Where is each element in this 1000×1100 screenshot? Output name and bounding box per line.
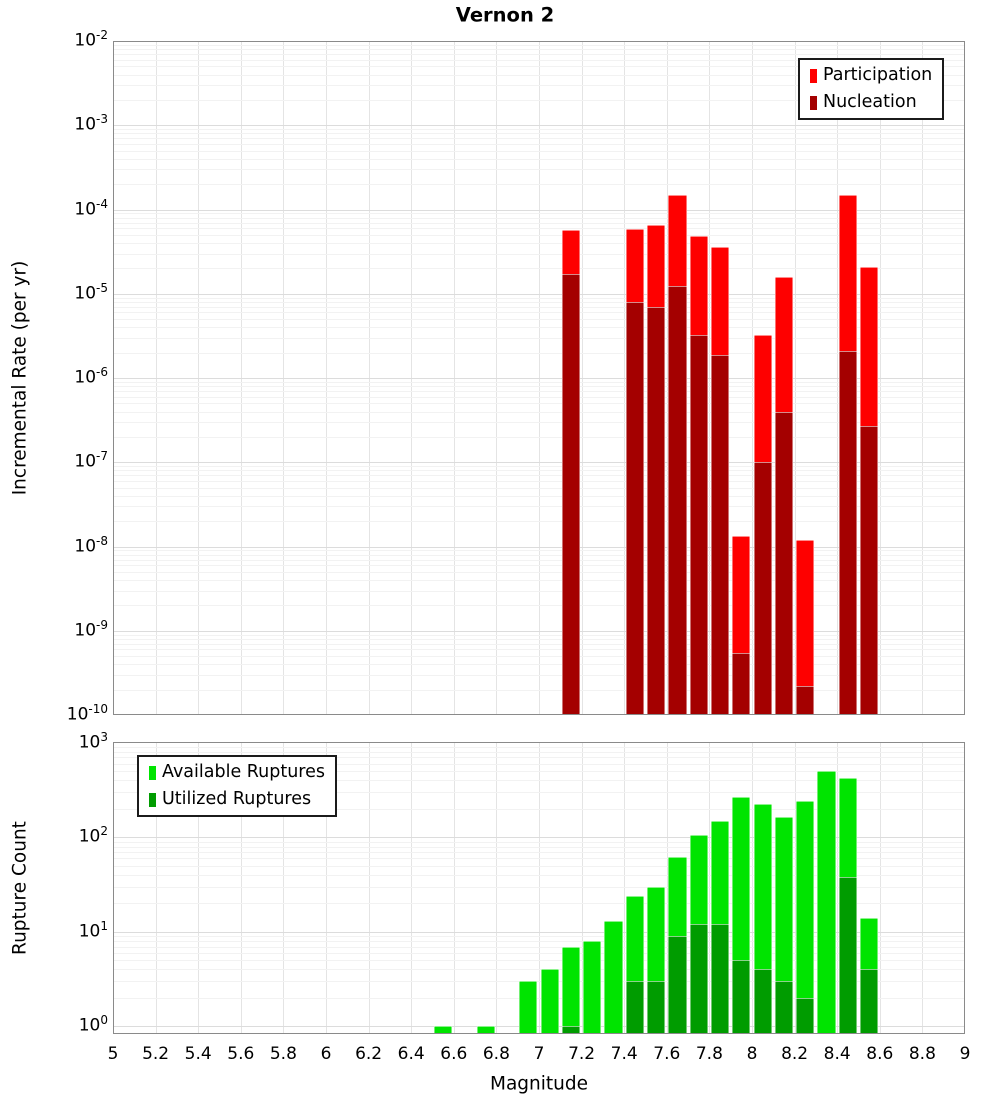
available-bar (583, 941, 601, 1033)
available-bar (519, 981, 537, 1033)
x-tick-label: 5.4 (184, 1044, 212, 1064)
legend-item-participation (810, 64, 932, 87)
gridline-minor (114, 466, 964, 467)
available-bar (477, 1026, 495, 1033)
gridline-minor (114, 397, 964, 398)
y-tick-label: $10^{-9}$ (74, 617, 108, 641)
gridline-minor (114, 488, 964, 489)
gridline-minor (114, 475, 964, 476)
gridline-minor (114, 941, 964, 942)
gridline-v (369, 743, 370, 1033)
gridline-minor (114, 213, 964, 214)
x-tick-label: 6.6 (440, 1044, 468, 1064)
gridline-minor (114, 960, 964, 961)
gridline-minor (114, 228, 964, 229)
x-tick-label: 7 (533, 1044, 545, 1064)
gridline-minor (114, 675, 964, 676)
legend-label-participation: Participation (823, 65, 933, 85)
gridline-major (114, 837, 964, 838)
gridline-minor (114, 412, 964, 413)
nucleation-bar (796, 686, 814, 714)
x-tick-label: 5 (107, 1044, 119, 1064)
gridline-minor (114, 649, 964, 650)
x-tick-label: 6 (320, 1044, 332, 1064)
gridline-minor (114, 144, 964, 145)
y-tick-label: $10^{-6}$ (74, 365, 108, 388)
gridline-minor (114, 138, 964, 139)
y-tick-label: $10^{-4}$ (74, 196, 108, 220)
gridline-minor (114, 235, 964, 236)
x-tick-label: 8.2 (781, 1044, 809, 1064)
gridline-major (114, 125, 964, 126)
x-tick-label: 7.6 (653, 1044, 681, 1064)
gridline-minor (114, 747, 964, 748)
legend-bottom (137, 755, 337, 817)
gridline-minor (114, 302, 964, 303)
y-tick-label: $10^{-2}$ (74, 28, 108, 51)
x-tick-label: 6.8 (482, 1044, 510, 1064)
x-tick-label: 8.6 (866, 1044, 894, 1064)
utilized-bar (732, 960, 750, 1033)
x-tick-label: 9 (959, 1044, 971, 1064)
y-tick-label: $10^3$ (78, 729, 108, 753)
utilized-bar (626, 981, 644, 1033)
y-tick-label: $10^0$ (78, 1013, 108, 1037)
gridline-minor (114, 560, 964, 561)
nucleation-bar (562, 274, 580, 714)
gridline-minor (114, 572, 964, 573)
utilized-bar (839, 877, 857, 1033)
x-tick-label: 6.4 (397, 1044, 425, 1064)
gridline-minor (114, 858, 964, 859)
gridline-minor (114, 254, 964, 255)
gridline-v (411, 743, 412, 1033)
gridline-minor (114, 664, 964, 665)
gridline-minor (114, 218, 964, 219)
gridline-minor (114, 496, 964, 497)
gridline-minor (114, 591, 964, 592)
gridline-major (114, 462, 964, 463)
nucleation-bar (732, 653, 750, 714)
gridline-minor (114, 550, 964, 551)
y-tick-label: $10^{-5}$ (74, 280, 108, 304)
x-tick-label: 7.4 (610, 1044, 638, 1064)
gridline-minor (114, 936, 964, 937)
gridline-minor (114, 947, 964, 948)
legend-item-available (149, 761, 325, 784)
gridline-minor (114, 981, 964, 982)
gridline-minor (114, 129, 964, 130)
gridline-minor (114, 887, 964, 888)
nucleation-bar (839, 351, 857, 714)
x-tick-label: 7.8 (695, 1044, 723, 1064)
gridline-minor (114, 319, 964, 320)
utilized-bar (562, 1026, 580, 1033)
available-bar (817, 771, 835, 1033)
legend-label-nucleation: Nucleation (823, 92, 917, 112)
gridline-minor (114, 243, 964, 244)
gridline-minor (114, 268, 964, 269)
gridline-minor (114, 338, 964, 339)
gridline-v (454, 743, 455, 1033)
x-axis-title: Magnitude (489, 1073, 589, 1095)
available-bar (434, 1026, 452, 1033)
legend-label-available: Available Ruptures (162, 762, 325, 782)
nucleation-bar (775, 412, 793, 714)
gridline-minor (114, 656, 964, 657)
utilized-bar (754, 969, 772, 1033)
utilized-bar (860, 969, 878, 1033)
gridline-minor (114, 852, 964, 853)
gridline-minor (114, 382, 964, 383)
legend-item-utilized (149, 788, 325, 811)
gridline-minor (114, 506, 964, 507)
gridline-minor (114, 521, 964, 522)
legend-item-nucleation (810, 91, 932, 114)
x-tick-label: 6.2 (355, 1044, 383, 1064)
available-bar (562, 947, 580, 1033)
x-tick-label: 8.8 (908, 1044, 936, 1064)
utilized-bar (775, 981, 793, 1033)
bottom-y-axis-title: Rupture Count (9, 821, 31, 955)
nucleation-swatch (810, 96, 817, 110)
gridline-minor (114, 422, 964, 423)
top-y-axis-title: Incremental Rate (per yr) (9, 260, 31, 496)
y-tick-label: $10^{-8}$ (74, 533, 108, 557)
participation-swatch (810, 69, 817, 83)
nucleation-bar (626, 302, 644, 714)
gridline-minor (114, 998, 964, 999)
y-tick-label: $10^1$ (78, 918, 108, 942)
gridline-minor (114, 159, 964, 160)
gridline-v (880, 743, 881, 1033)
x-tick-label: 7.2 (568, 1044, 596, 1064)
available-bar (604, 921, 622, 1033)
gridline-major (114, 932, 964, 933)
gridline-minor (114, 842, 964, 843)
available-bar (541, 969, 559, 1033)
legend-label-utilized: Utilized Ruptures (162, 789, 312, 809)
gridline-minor (114, 169, 964, 170)
gridline-minor (114, 437, 964, 438)
gridline-minor (114, 184, 964, 185)
gridline-major (114, 378, 964, 379)
gridline-minor (114, 470, 964, 471)
gridline-minor (114, 644, 964, 645)
gridline-minor (114, 875, 964, 876)
gridline-minor (114, 639, 964, 640)
x-tick-label: 5.8 (269, 1044, 297, 1064)
gridline-minor (114, 133, 964, 134)
gridline-minor (114, 565, 964, 566)
gridline-minor (114, 353, 964, 354)
y-tick-label: $10^2$ (78, 824, 108, 847)
gridline-minor (114, 312, 964, 313)
gridline-minor (114, 903, 964, 904)
gridline-minor (114, 847, 964, 848)
gridline-minor (114, 555, 964, 556)
chart-title: Vernon 2 (455, 3, 555, 27)
gridline-major (114, 631, 964, 632)
gridline-minor (114, 752, 964, 753)
gridline-minor (114, 391, 964, 392)
utilized-swatch (149, 793, 156, 807)
gridline-major (114, 294, 964, 295)
gridline-v (922, 743, 923, 1033)
gridline-minor (114, 690, 964, 691)
x-tick-label: 5.2 (142, 1044, 170, 1064)
utilized-bar (668, 936, 686, 1033)
gridline-minor (114, 481, 964, 482)
gridline-minor (114, 307, 964, 308)
y-tick-label: $10^{-7}$ (74, 449, 108, 472)
nucleation-bar (754, 462, 772, 714)
gridline-minor (114, 151, 964, 152)
utilized-bar (647, 981, 665, 1033)
gridline-minor (114, 54, 964, 55)
x-tick-label: 5.6 (227, 1044, 255, 1064)
utilized-bar (711, 924, 729, 1033)
nucleation-bar (690, 335, 708, 714)
gridline-minor (114, 298, 964, 299)
gridline-minor (114, 49, 964, 50)
gridline-minor (114, 953, 964, 954)
gridline-minor (114, 580, 964, 581)
gridline-minor (114, 45, 964, 46)
gridline-minor (114, 866, 964, 867)
gridline-minor (114, 635, 964, 636)
gridline-major (114, 1026, 964, 1027)
gridline-minor (114, 969, 964, 970)
x-tick-label: 8.4 (823, 1044, 851, 1064)
y-tick-label: $10^{-10}$ (66, 702, 108, 725)
nucleation-bar (647, 307, 665, 714)
nucleation-bar (860, 426, 878, 714)
nucleation-bar (668, 286, 686, 714)
utilized-bar (690, 924, 708, 1033)
available-swatch (149, 766, 156, 780)
nucleation-bar (711, 355, 729, 714)
gridline-minor (114, 386, 964, 387)
gridline-major (114, 210, 964, 211)
utilized-bar (796, 998, 814, 1033)
gridline-minor (114, 327, 964, 328)
legend-top (798, 58, 944, 120)
gridline-v (496, 743, 497, 1033)
gridline-minor (114, 403, 964, 404)
gridline-minor (114, 223, 964, 224)
x-tick-label: 8 (746, 1044, 758, 1064)
y-tick-label: $10^{-3}$ (74, 112, 108, 135)
gridline-minor (114, 605, 964, 606)
gridline-major (114, 547, 964, 548)
